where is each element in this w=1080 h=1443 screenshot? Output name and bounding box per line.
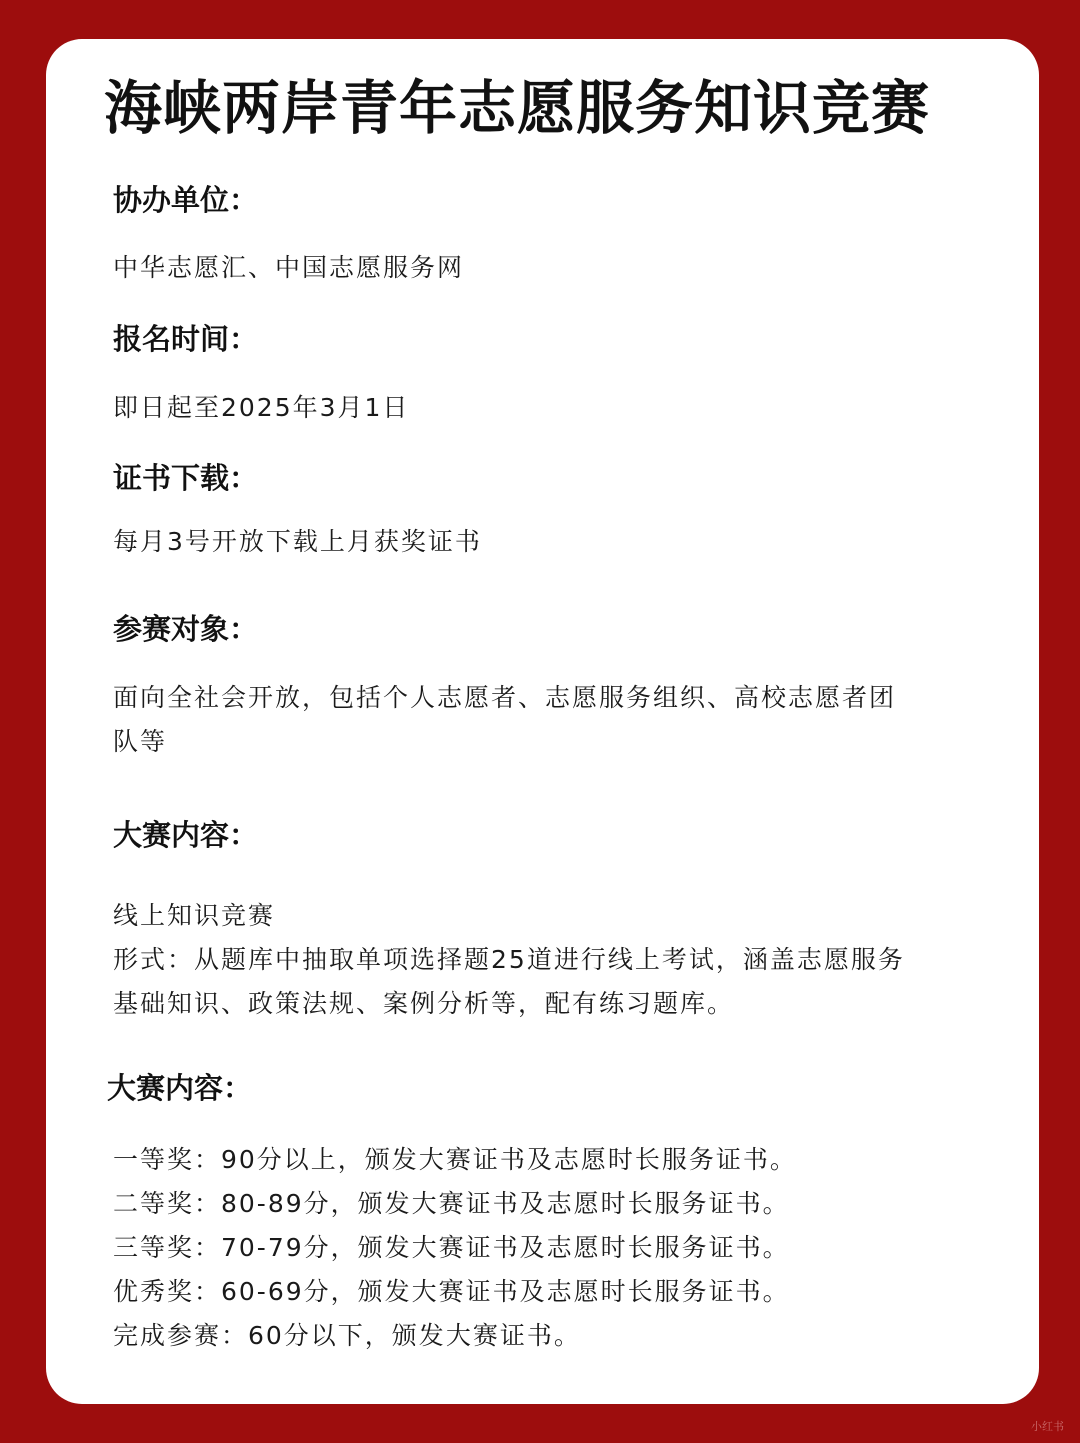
- page-title: 海峡两岸青年志愿服务知识竞赛: [104, 74, 931, 142]
- participants-line: 队等: [113, 727, 168, 756]
- watermark: 小红书: [1031, 1420, 1064, 1433]
- participants-label: 参赛对象：: [113, 612, 259, 646]
- content-paragraph: [113, 894, 1013, 1026]
- awards-list: [113, 1138, 1013, 1358]
- participants-line: 面向全社会开放，包括个人志愿者、志愿服务组织、高校志愿者团: [113, 683, 897, 712]
- award-item: 三等奖：70-79分，颁发大赛证书及志愿时长服务证书。: [113, 1233, 790, 1262]
- cohost-value: 中华志愿汇、中国志愿服务网: [113, 253, 465, 282]
- cohost-label: 协办单位：: [113, 183, 259, 217]
- registration-label: 报名时间：: [113, 322, 259, 356]
- award-item: 二等奖：80-89分，颁发大赛证书及志愿时长服务证书。: [113, 1189, 790, 1218]
- participants-paragraph: [113, 676, 1013, 764]
- content-label: 大赛内容：: [113, 818, 259, 852]
- content-line: 线上知识竞赛: [113, 901, 276, 930]
- registration-value: 即日起至2025年3月1日: [113, 393, 410, 422]
- certificate-value: 每月3号开放下载上月获奖证书: [113, 527, 482, 556]
- award-item: 完成参赛：60分以下，颁发大赛证书。: [113, 1321, 581, 1350]
- award-item: 一等奖：90分以上，颁发大赛证书及志愿时长服务证书。: [113, 1145, 797, 1174]
- certificate-label: 证书下载：: [113, 461, 259, 495]
- awards-label: 大赛内容：: [107, 1071, 253, 1105]
- content-line: 形式：从题库中抽取单项选择题25道进行线上考试，涵盖志愿服务: [113, 945, 905, 974]
- award-item: 优秀奖：60-69分，颁发大赛证书及志愿时长服务证书。: [113, 1277, 790, 1306]
- content-line: 基础知识、政策法规、案例分析等，配有练习题库。: [113, 989, 735, 1018]
